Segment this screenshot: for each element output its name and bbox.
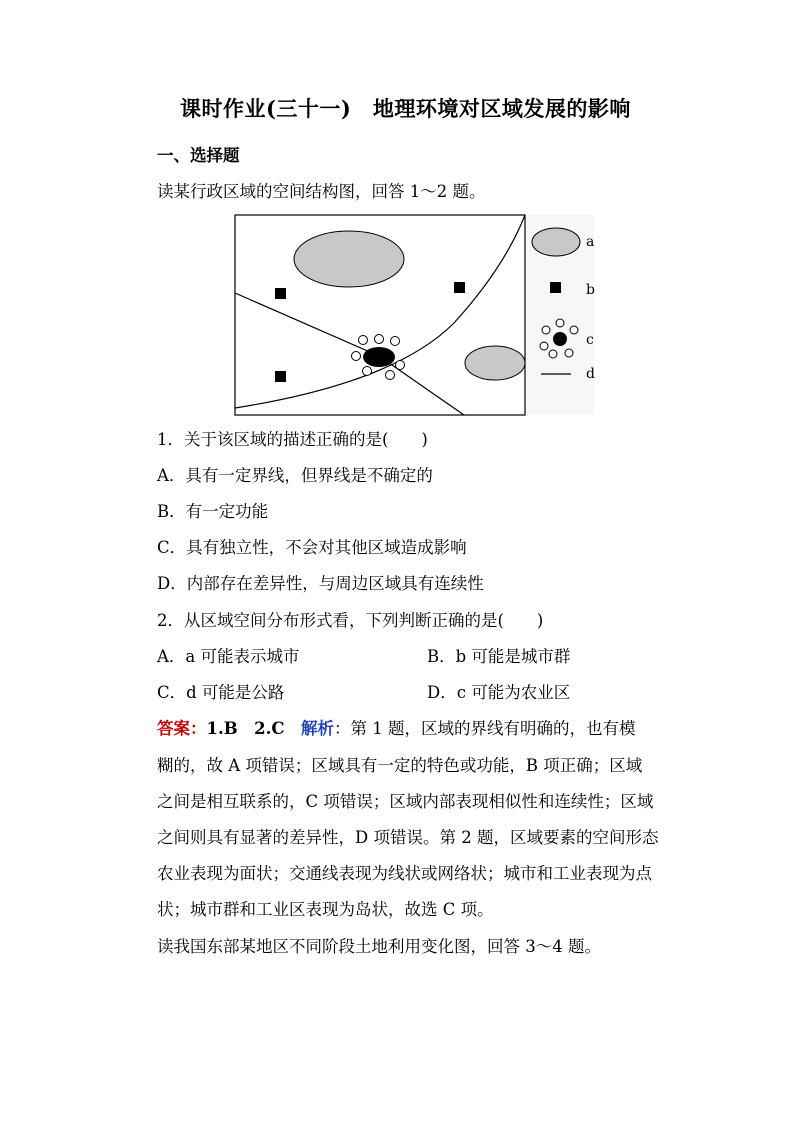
analysis-line-1: 第 1 题，区域的界线有明确的，也有模 <box>350 719 636 738</box>
legend-b-label: b <box>586 282 595 298</box>
legend-a-symbol <box>532 228 580 256</box>
question-1-option-a: A．具有一定界线，但界线是不确定的 <box>157 466 433 485</box>
answer-label: 答案 <box>157 719 190 738</box>
question-2-option-b: B．b 可能是城市群 <box>427 647 571 666</box>
area-feature-small <box>465 346 525 380</box>
legend-c-label: c <box>586 332 594 348</box>
intro-text-1: 读某行政区域的空间结构图，回答 1～2 题。 <box>157 182 486 201</box>
question-2-option-c: C．d 可能是公路 <box>157 683 285 702</box>
question-2-stem: 2．从区域空间分布形式看，下列判断正确的是( ) <box>157 611 544 630</box>
legend-d-label: d <box>586 366 595 382</box>
analysis-line-6: 状；城市群和工业区表现为岛状，故选 C 项。 <box>157 900 494 919</box>
answer-value: 1.B 2.C <box>206 719 285 738</box>
legend-a-label: a <box>586 234 595 250</box>
question-2-option-a: A．a 可能表示城市 <box>157 647 300 666</box>
spatial-structure-figure <box>234 213 604 418</box>
question-1-option-c: C．具有独立性，不会对其他区域造成影响 <box>157 538 467 557</box>
point-feature-1 <box>275 288 286 299</box>
analysis-label: 解析 <box>301 719 335 738</box>
analysis-line-3: 之间是相互联系的，C 项错误；区域内部表现相似性和连续性；区域 <box>157 792 654 811</box>
page-title: 课时作业(三十一) 地理环境对区域发展的影响 <box>180 96 631 121</box>
point-feature-3 <box>275 371 286 382</box>
analysis-line-5: 农业表现为面状；交通线表现为线状或网络状；城市和工业表现为点 <box>157 864 652 883</box>
cluster-core <box>363 347 395 367</box>
question-2-option-d: D．c 可能为农业区 <box>427 683 571 702</box>
legend-b-symbol <box>550 282 561 293</box>
question-1-option-d: D．内部存在差异性，与周边区域具有连续性 <box>157 574 484 593</box>
question-1-option-b: B．有一定功能 <box>157 502 269 521</box>
analysis-line-2: 糊的，故 A 项错误；区域具有一定的特色或功能，B 项正确；区域 <box>157 756 643 775</box>
area-feature-large <box>294 231 404 287</box>
question-1-stem: 1．关于该区域的描述正确的是( ) <box>157 430 428 449</box>
point-feature-2 <box>454 282 465 293</box>
section-heading: 一、选择题 <box>157 146 240 165</box>
intro-text-2: 读我国东部某地区不同阶段土地利用变化图，回答 3～4 题。 <box>157 937 601 956</box>
answer-first-line: 答案：1.B 2.C 解析：第 1 题，区域的界线有明确的，也有模 <box>157 719 636 738</box>
analysis-line-4: 之间则具有显著的差异性，D 项错误。第 2 题，区域要素的空间形态 <box>157 828 659 847</box>
